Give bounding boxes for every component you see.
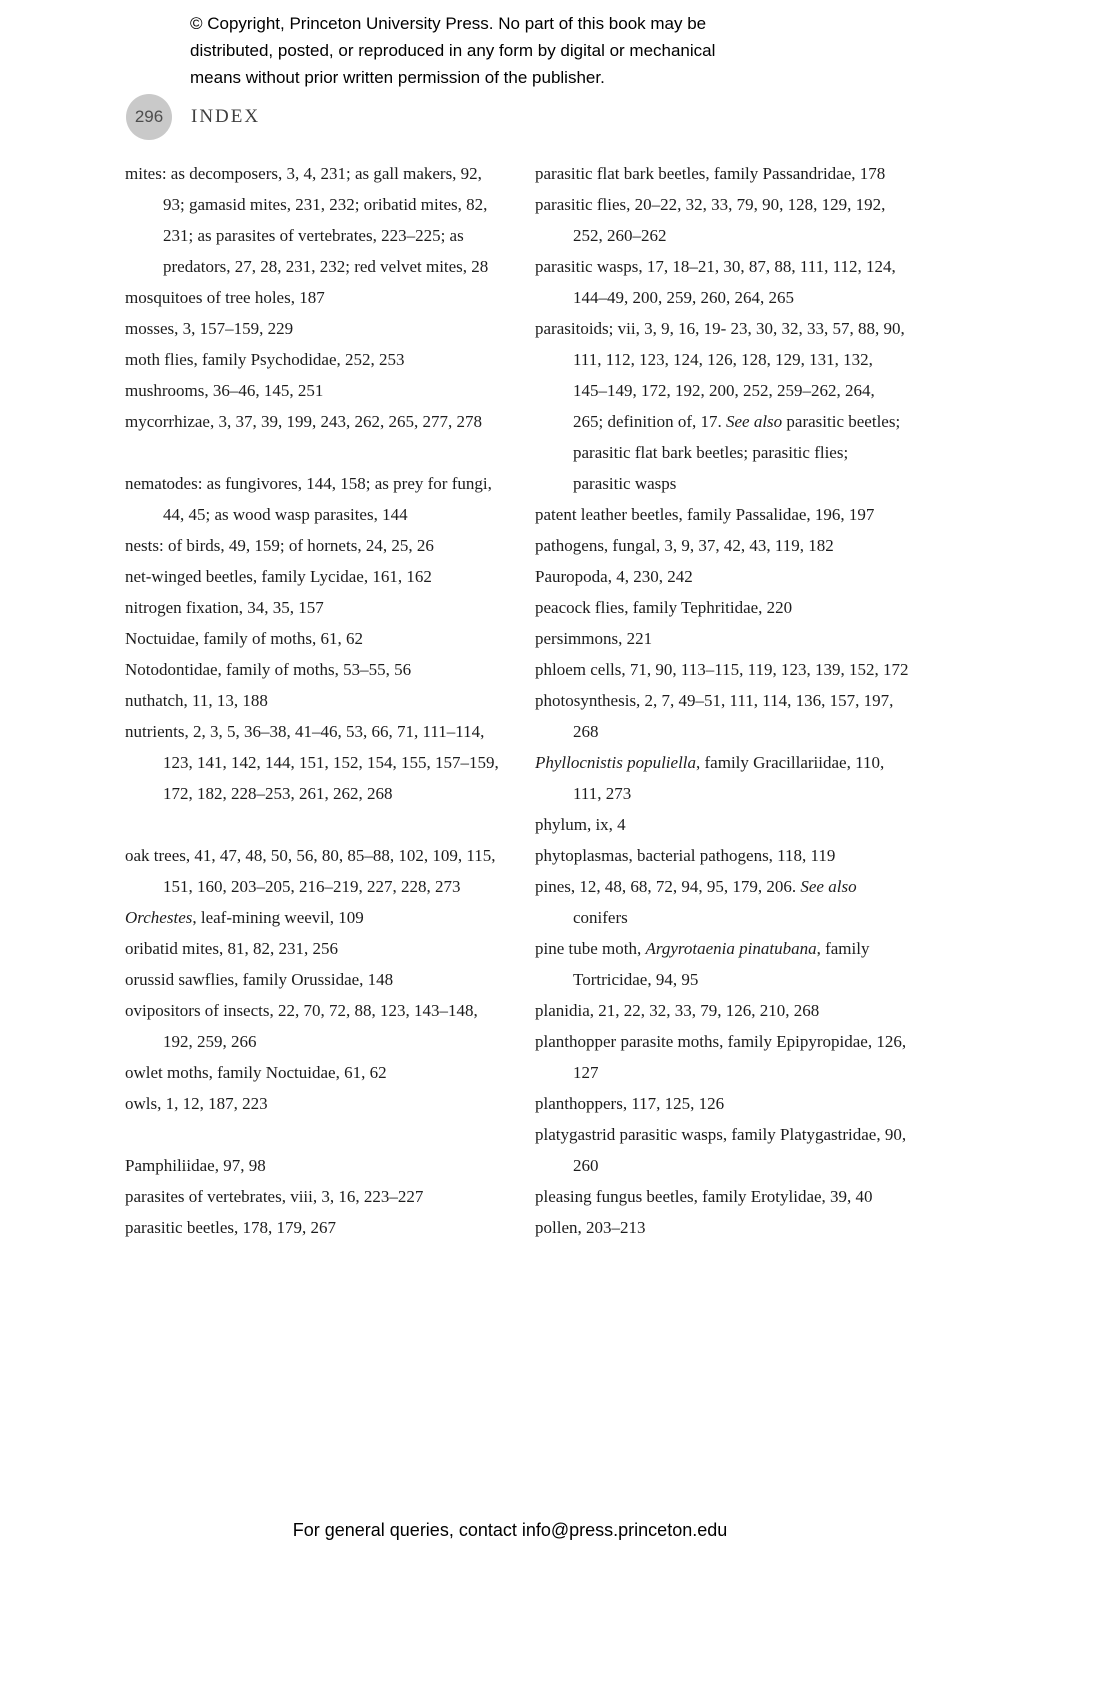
index-entry	[125, 592, 499, 623]
index-entry-text: nitrogen fixation, 34, 35, 157	[125, 598, 324, 617]
index-entry-text: conifers	[573, 908, 628, 927]
index-entry	[535, 499, 909, 530]
index-entry-text: platygastrid parasitic wasps, family Platygastridae, 90, 260	[535, 1125, 907, 1175]
index-entry	[125, 654, 499, 685]
index-entry-text: moth flies, family Psychodidae, 252, 253	[125, 350, 405, 369]
index-entry	[125, 1181, 499, 1212]
index-entry	[125, 282, 499, 313]
index-entry-text: persimmons, 221	[535, 629, 653, 648]
index-entry-text: parasitic wasps, 17, 18–21, 30, 87, 88, 111, 112, 124, 144–49, 200, 259, 260, 264, 265	[535, 257, 896, 307]
index-entry	[125, 623, 499, 654]
index-entry-italic-text: Argyrotaenia pinatubana	[645, 939, 817, 958]
index-entry	[125, 1088, 499, 1119]
index-entry-text: parasitoids; vii, 3, 9, 16, 19- 23, 30, 32, 33, 57, 88, 90, 111, 112, 123, 124, 126, 128, 129, 131, 132, 145–149, 172, 192, 200, 252, 259–262, 264, 265; definition of, 17.	[535, 319, 905, 431]
index-entry-text: owls, 1, 12, 187, 223	[125, 1094, 268, 1113]
index-entry-text: parasitic flies, 20–22, 32, 33, 79, 90, 128, 129, 192, 252, 260–262	[535, 195, 886, 245]
index-entry-text: , leaf-mining weevil, 109	[192, 908, 364, 927]
index-entry	[535, 313, 909, 499]
index-entry-italic-text: Orchestes	[125, 908, 193, 927]
index-entry-text: , family Tortricidae, 94, 95	[573, 939, 870, 989]
copyright-line-2: distributed, posted, or reproduced in any form by digital or mechanical	[190, 41, 716, 60]
index-entry-italic-text: See also	[725, 412, 783, 431]
index-entry-text: oribatid mites, 81, 82, 231, 256	[125, 939, 338, 958]
index-entry-italic-text: Phyllocnistis populiella	[535, 753, 697, 772]
index-entry	[535, 809, 909, 840]
index-entry	[535, 592, 909, 623]
index-entry	[535, 933, 909, 995]
index-entry	[125, 530, 499, 561]
index-entry-text: Pauropoda, 4, 230, 242	[535, 567, 693, 586]
index-entry	[125, 716, 499, 809]
index-entry	[125, 840, 499, 902]
index-entry-text: nuthatch, 11, 13, 188	[125, 691, 268, 710]
index-entry	[125, 995, 499, 1057]
index-columns	[125, 158, 909, 1243]
index-entry-text: planthoppers, 117, 125, 126	[535, 1094, 725, 1113]
index-entry-text: oak trees, 41, 47, 48, 50, 56, 80, 85–88, 102, 109, 115, 151, 160, 203–205, 216–219, 227, 228, 273	[125, 846, 496, 896]
index-entry	[535, 189, 909, 251]
index-entry-text: nutrients, 2, 3, 5, 36–38, 41–46, 53, 66, 71, 111–114, 123, 141, 142, 144, 151, 152, 154, 155, 157–159, 172, 182, 228–253, 261, 262, 268	[125, 722, 499, 803]
index-entry-text: Pamphiliidae, 97, 98	[125, 1156, 266, 1175]
index-entry-text: mosquitoes of tree holes, 187	[125, 288, 325, 307]
index-entry	[535, 654, 909, 685]
footer-contact: For general queries, contact info@press.princeton.edu	[292, 1520, 728, 1540]
index-column-right	[535, 158, 909, 1243]
index-entry	[125, 158, 499, 282]
index-entry	[125, 468, 499, 530]
index-entry-text: pleasing fungus beetles, family Erotylidae, 39, 40	[535, 1187, 873, 1206]
index-entry	[535, 747, 909, 809]
index-entry	[535, 251, 909, 313]
index-entry-text: mites: as decomposers, 3, 4, 231; as gall makers, 92, 93; gamasid mites, 231, 232; oribatid mites, 82, 231; as parasites of vertebrates, 223–225; as predators, 27, 28, 231, 232; red velvet mites, 28	[125, 164, 489, 276]
index-entry	[535, 1088, 909, 1119]
index-entry-text: nematodes: as fungivores, 144, 158; as prey for fungi, 44, 45; as wood wasp parasites, 144	[125, 474, 492, 524]
index-entry-text: parasitic flat bark beetles, family Passandridae, 178	[535, 164, 886, 183]
index-entry-text: phylum, ix, 4	[535, 815, 626, 834]
index-entry	[125, 964, 499, 995]
index-entry	[125, 344, 499, 375]
index-entry	[125, 1057, 499, 1088]
index-entry-text: phloem cells, 71, 90, 113–115, 119, 123, 139, 152, 172	[535, 660, 909, 679]
index-entry	[535, 1119, 909, 1181]
index-entry-text: Noctuidae, family of moths, 61, 62	[125, 629, 363, 648]
index-entry-text: pollen, 203–213	[535, 1218, 646, 1237]
page-number: 296	[134, 107, 164, 126]
index-entry-text: pathogens, fungal, 3, 9, 37, 42, 43, 119, 182	[535, 536, 834, 555]
index-entry-text: photosynthesis, 2, 7, 49–51, 111, 114, 136, 157, 197, 268	[535, 691, 894, 741]
index-entry-text: planidia, 21, 22, 32, 33, 79, 126, 210, 268	[535, 1001, 820, 1020]
index-entry-text: phytoplasmas, bacterial pathogens, 118, 119	[535, 846, 836, 865]
index-entry-text: nests: of birds, 49, 159; of hornets, 24, 25, 26	[125, 536, 434, 555]
index-entry-text: parasitic beetles, 178, 179, 267	[125, 1218, 337, 1237]
index-title: INDEX	[191, 106, 261, 127]
copyright-line-3: means without prior written permission of the publisher.	[190, 68, 605, 87]
index-entry	[535, 840, 909, 871]
index-entry	[125, 1150, 499, 1181]
index-entry-text: mycorrhizae, 3, 37, 39, 199, 243, 262, 265, 277, 278	[125, 412, 482, 431]
index-entry-text: owlet moths, family Noctuidae, 61, 62	[125, 1063, 387, 1082]
index-entry	[125, 933, 499, 964]
index-entry	[535, 1026, 909, 1088]
index-entry	[535, 158, 909, 189]
index-column-left	[125, 158, 499, 1243]
index-entry-text: mushrooms, 36–46, 145, 251	[125, 381, 324, 400]
index-entry	[535, 1181, 909, 1212]
index-entry-text: ovipositors of insects, 22, 70, 72, 88, 123, 143–148, 192, 259, 266	[125, 1001, 478, 1051]
index-entry-text: planthopper parasite moths, family Epipyropidae, 126, 127	[535, 1032, 907, 1082]
index-entry-italic-text: See also	[800, 877, 857, 896]
index-entry-text: , family Gracillariidae, 110, 111, 273	[573, 753, 885, 803]
index-entry-text: Notodontidae, family of moths, 53–55, 56	[125, 660, 412, 679]
index-entry-text: orussid sawflies, family Orussidae, 148	[125, 970, 394, 989]
index-entry	[535, 623, 909, 654]
index-entry	[125, 375, 499, 406]
index-entry	[125, 561, 499, 592]
index-entry	[125, 313, 499, 344]
index-entry-text: mosses, 3, 157–159, 229	[125, 319, 294, 338]
copyright-notice	[190, 10, 715, 91]
index-entry	[125, 1212, 499, 1243]
page-number-badge	[126, 94, 172, 140]
index-entry	[125, 685, 499, 716]
page-header	[126, 94, 260, 140]
index-entry	[535, 871, 909, 933]
index-entry-text: parasites of vertebrates, viii, 3, 16, 223–227	[125, 1187, 424, 1206]
index-entry-text: pine tube moth,	[535, 939, 646, 958]
index-entry-text: net-winged beetles, family Lycidae, 161, 162	[125, 567, 432, 586]
index-entry	[535, 561, 909, 592]
index-entry	[535, 685, 909, 747]
index-entry	[535, 995, 909, 1026]
index-entry	[125, 902, 499, 933]
index-entry-text: peacock flies, family Tephritidae, 220	[535, 598, 793, 617]
index-entry	[125, 406, 499, 437]
index-entry	[535, 530, 909, 561]
index-entry-text: pines, 12, 48, 68, 72, 94, 95, 179, 206.	[535, 877, 801, 896]
index-entry-text: patent leather beetles, family Passalidae, 196, 197	[535, 505, 875, 524]
index-entry-text: parasitic beetles; parasitic flat bark beetles; parasitic flies; parasitic wasps	[573, 412, 901, 493]
copyright-line-1: © Copyright, Princeton University Press. No part of this book may be	[190, 14, 707, 33]
index-entry	[535, 1212, 909, 1243]
